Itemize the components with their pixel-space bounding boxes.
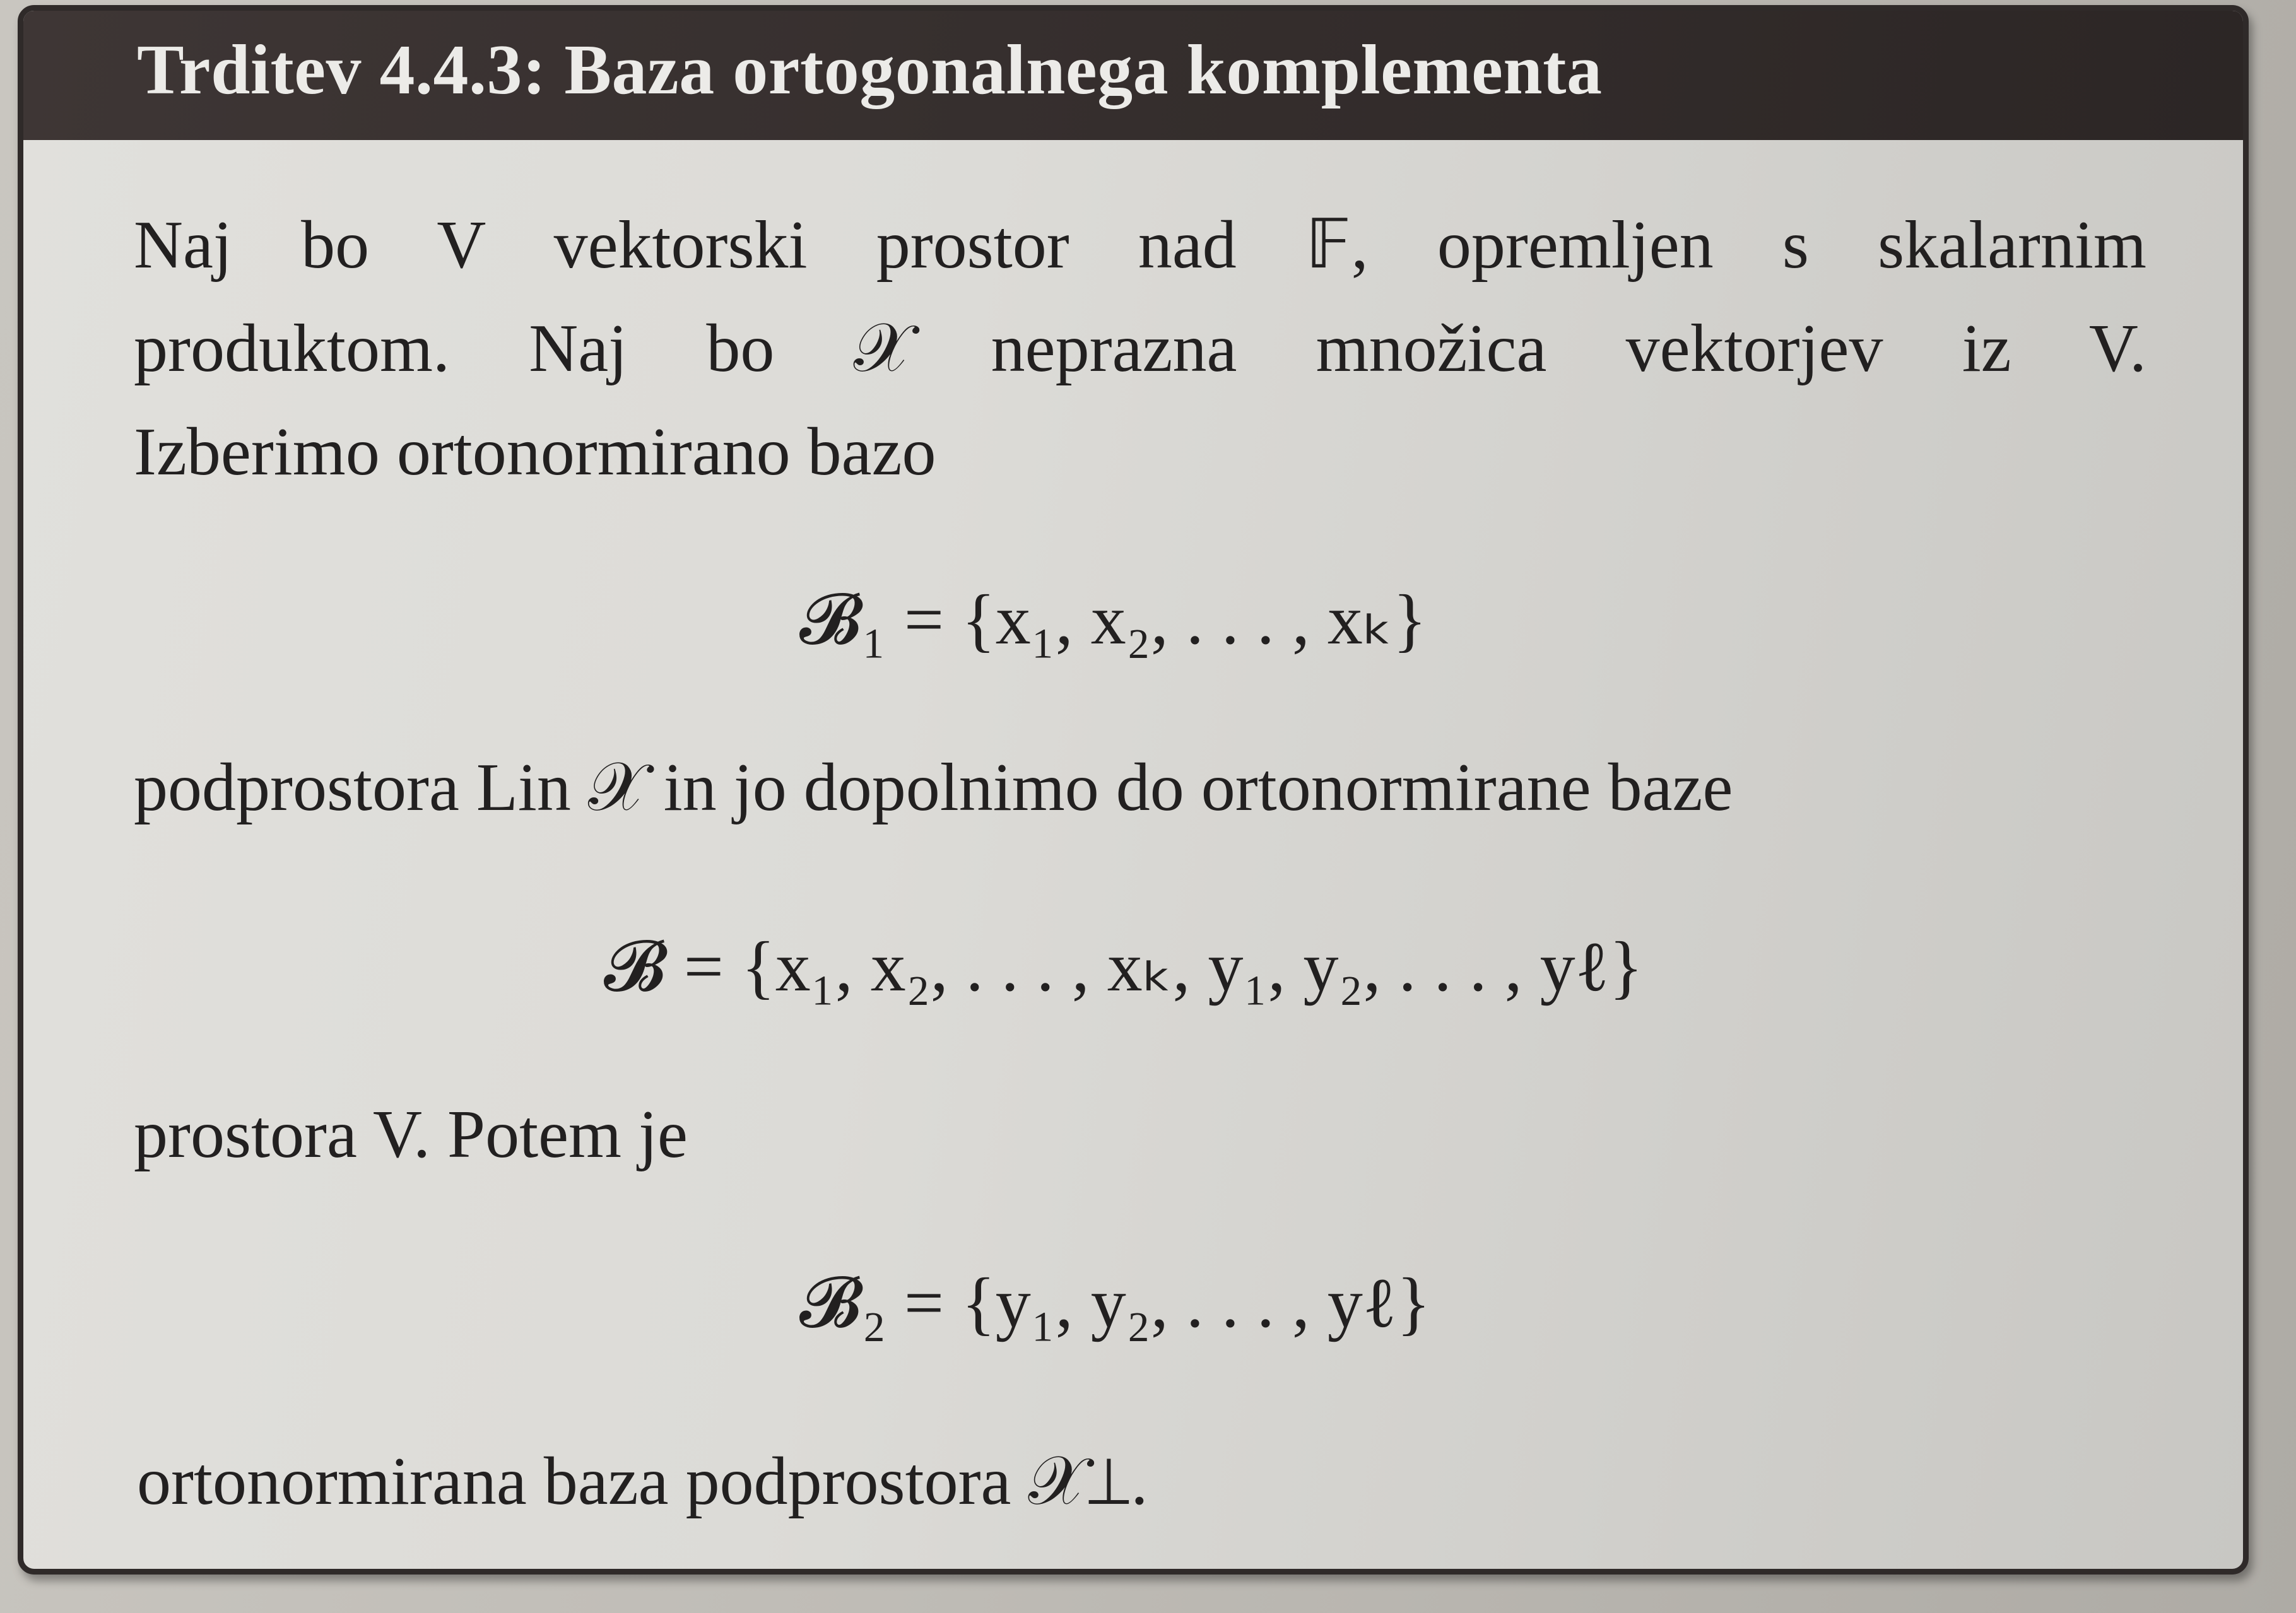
- theorem-header: [23, 11, 2243, 140]
- statement-paragraph-1: [134, 194, 2146, 504]
- statement-paragraph-4: ortonormirana baza podprostora 𝒳⊥.: [137, 1444, 1148, 1519]
- formula-basis-b1: 𝓑₁ = {x₁, x₂, . . . , xₖ}: [799, 581, 1427, 659]
- formula-basis-b: 𝓑 = {x₁, x₂, . . . , xₖ, y₁, y₂, . . . , yℓ}: [604, 928, 1643, 1006]
- theorem-box: [18, 5, 2249, 1575]
- statement-line-2: produktom. Naj bo 𝒳 neprazna množica vektorjev iz V.: [134, 311, 2146, 386]
- formula-basis-b2: 𝓑₂ = {y₁, y₂, . . . , yℓ}: [799, 1264, 1431, 1342]
- theorem-title: Trditev 4.4.3: Baza ortogonalnega komplementa: [137, 31, 1603, 109]
- statement-line-3: Izberimo ortonormirano bazo: [134, 414, 936, 490]
- statement-line-1: Naj bo V vektorski prostor nad 𝔽, opremljen s skalarnim: [134, 208, 2146, 283]
- statement-paragraph-3: prostora V. Potem je: [134, 1097, 688, 1172]
- statement-paragraph-2: podprostora Lin 𝒳 in jo dopolnimo do ortonormirane baze: [134, 750, 1733, 825]
